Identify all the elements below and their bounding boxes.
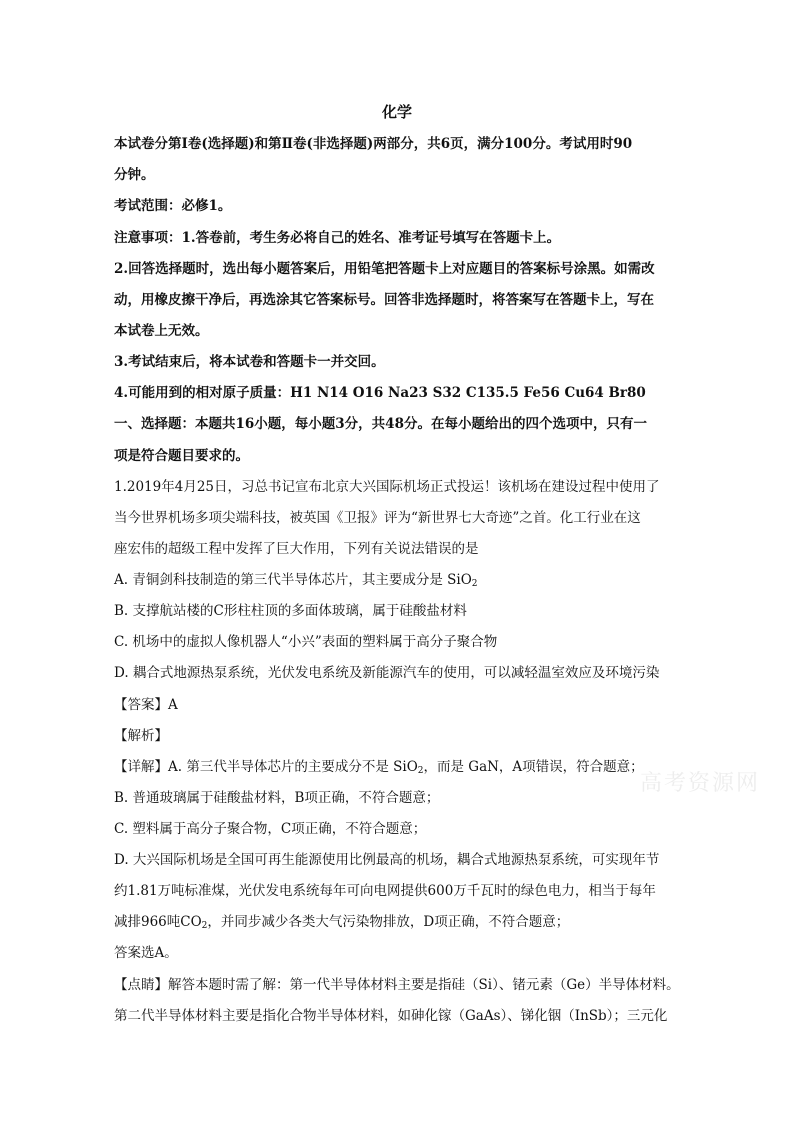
tip-line-2: 第二代半导体材料主要是指化合物半导体材料，如砷化镓（GaAs）、锑化铟（InSb）；三元化: [114, 1008, 668, 1024]
conclusion: 答案选A。: [114, 945, 178, 961]
page-title: 化学: [381, 103, 412, 121]
detail-d-line-2: 约1.81万吨标准煤，光伏发电系统每年可向电网提供600万千瓦时的绿色电力，相当于每年: [114, 883, 656, 899]
detail-d-line-3: [114, 912, 684, 936]
option-c: C. 机场中的虚拟人像机器人“小兴”表面的塑料属于高分子聚合物: [114, 634, 498, 650]
detail-a-text: 【详解】A. 第三代半导体芯片的主要成分不是 SiO: [114, 759, 418, 775]
detail-a-subscript: 2: [417, 766, 424, 776]
exam-scope: 考试范围：必修1。: [114, 198, 232, 214]
notice-2-line-3: 本试卷上无效。: [114, 323, 209, 339]
watermark: 高考资源网: [640, 771, 761, 796]
detail-d-subscript: 2: [201, 921, 208, 931]
option-d: D. 耦合式地源热泵系统，光伏发电系统及新能源汽车的使用，可以减轻温室效应及环境污染: [114, 665, 660, 681]
notice-2-line-2: 动，用橡皮擦干净后，再选涂其它答案标号。回答非选择题时，将答案写在答题卡上，写在: [114, 292, 654, 308]
option-a-subscript: 2: [471, 579, 478, 589]
detail-d-line-1: D. 大兴国际机场是全国可再生能源使用比例最高的机场，耦合式地源热泵系统，可实现年节: [114, 852, 660, 868]
atomic-masses: 4.可能用到的相对原子质量：H1 N14 O16 Na23 S32 C135.5 Fe56 Cu64 Br80: [114, 385, 646, 401]
detail-d-text-end: ，并同步减少各类大气污染物排放，D项正确，不符合题意；: [207, 914, 570, 930]
question-line-2: 当今世界机场多项尖端科技，被英国《卫报》评为“新世界七大奇迹”之首。化工行业在这: [114, 510, 641, 526]
analysis-label: 【解析】: [114, 728, 168, 744]
notice-1: 注意事项：1.答卷前，考生务必将自己的姓名、准考证号填写在答题卡上。: [114, 230, 561, 246]
tip-line-1: 【点睛】解答本题时需了解：第一代半导体材料主要是指硅（Si）、锗元素（Ge）半导体材料。: [114, 977, 680, 993]
option-a: [114, 570, 684, 594]
detail-a-text-end: ，而是 GaN，A项错误，符合题意；: [423, 759, 644, 775]
detail-c: C. 塑料属于高分子聚合物，C项正确，不符合题意；: [114, 821, 427, 837]
detail-d-text: 减排966吨CO: [114, 914, 202, 930]
detail-a: [114, 757, 684, 781]
option-b: B. 支撑航站楼的C形柱柱顶的多面体玻璃，属于硅酸盐材料: [114, 603, 467, 619]
detail-b: B. 普通玻璃属于硅酸盐材料，B项正确，不符合题意；: [114, 790, 440, 806]
notice-2-line-1: 2.回答选择题时，选出每小题答案后，用铅笔把答题卡上对应题目的答案标号涂黑。如需改: [114, 261, 655, 277]
question-line-1: 1.2019年4月25日，习总书记宣布北京大兴国际机场正式投运！该机场在建设过程中使用了: [114, 479, 660, 495]
option-a-text: A. 青铜剑科技制造的第三代半导体芯片，其主要成分是 SiO: [114, 572, 472, 588]
intro-line-2: 分钟。: [114, 167, 155, 183]
answer: 【答案】A: [114, 697, 178, 713]
intro-line-1: 本试卷分第Ⅰ卷(选择题)和第Ⅱ卷(非选择题)两部分，共6页，满分100分。考试用时90: [114, 136, 633, 152]
notice-3: 3.考试结束后，将本试卷和答题卡一并交回。: [114, 354, 385, 370]
question-line-3: 座宏伟的超级工程中发挥了巨大作用，下列有关说法错误的是: [114, 541, 479, 557]
section-header-line-2: 项是符合题目要求的。: [114, 448, 249, 464]
section-header-line-1: 一、选择题：本题共16小题，每小题3分，共48分。在每小题给出的四个选项中，只有一: [114, 416, 647, 432]
